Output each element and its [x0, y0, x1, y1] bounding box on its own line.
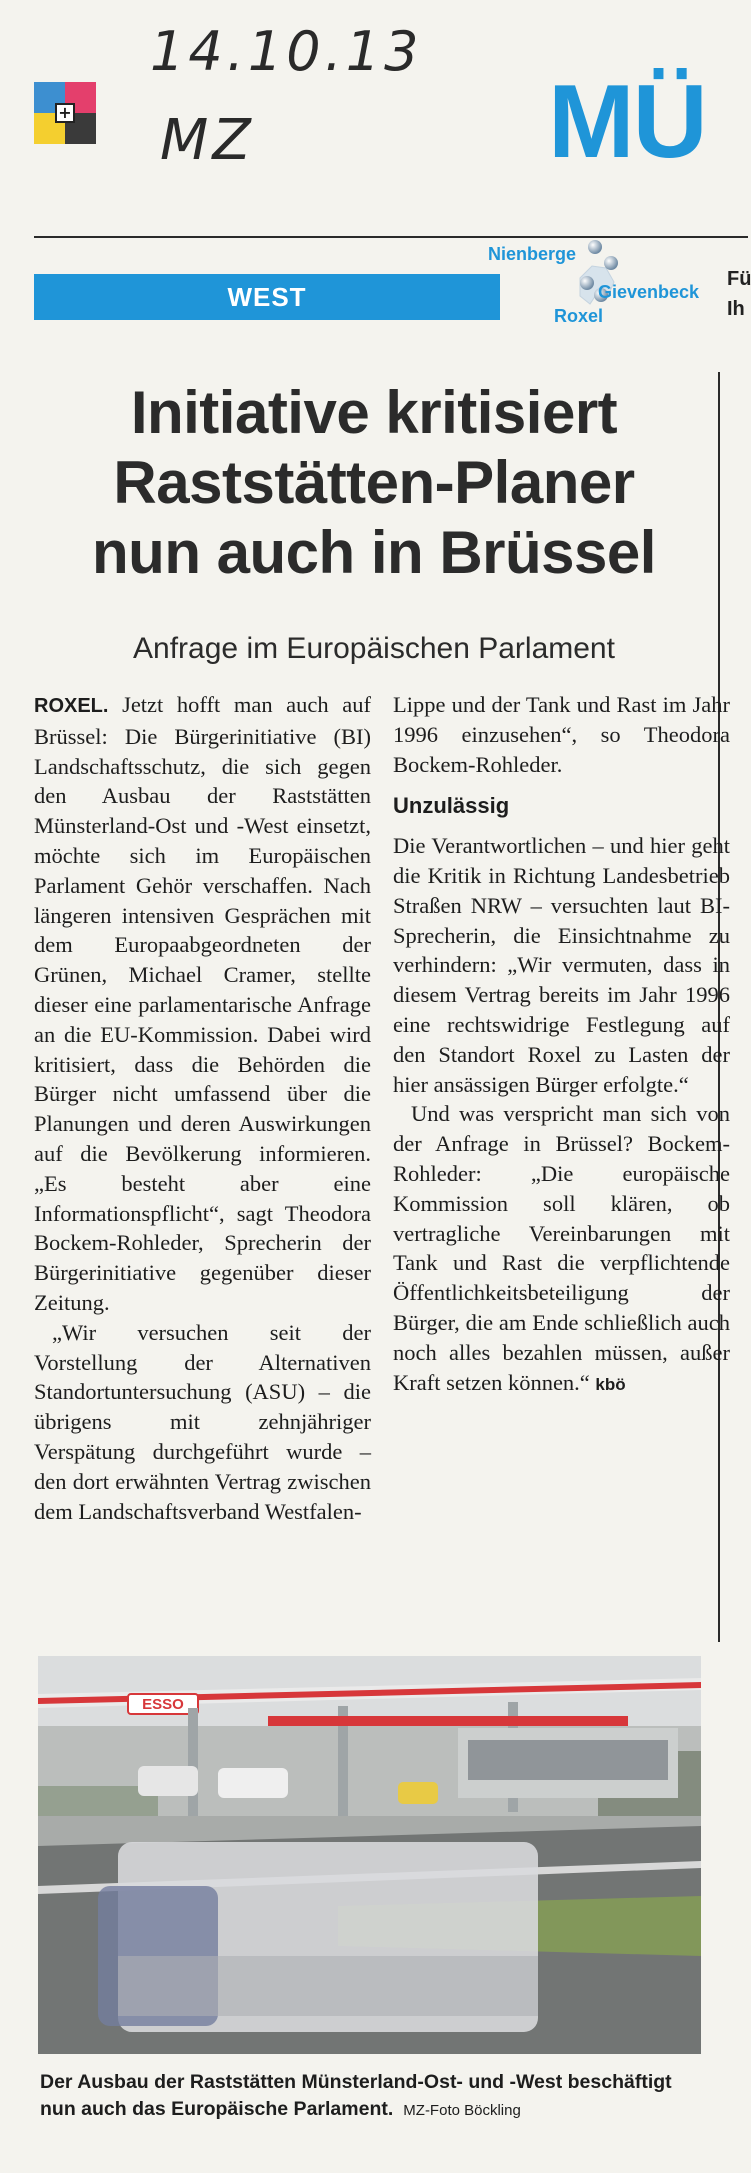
gas-station-illustration	[38, 1656, 701, 2054]
article-column-2	[393, 690, 730, 1399]
newspaper-logo-icon: +	[34, 82, 96, 144]
paragraph-4: Die Verantwortlichen – und hier geht die Kritik in Richtung Landesbetrieb Straßen NRW – versuchten laut BI-Sprecherin, die Einsichtnahme zu verhindern: „Wir vermuten, dass in diesem Vertrag bereits im Jahr 1996 eine rechtswidrige Festlegung auf den Standort Roxel zu Lasten der hier ansässigen Bürger erfolgte.“	[393, 833, 730, 1097]
masthead: MÜ	[548, 64, 706, 180]
paragraph-5: Und was verspricht man sich von der Anfrage in Brüssel? Bockem-Rohleder: „Die europäische Kommission soll klären, ob vertragliche Vereinbarungen mit Tank und Rast die verpflichtende Öffentlichkeitsbeteiligung der Bürger, die am Ende schließlich auch noch alles bezahlen müssen, außer Kraft setzen können.“	[393, 1101, 730, 1395]
photo-credit: MZ-Foto Böckling	[403, 2102, 521, 2119]
caption-text: Der Ausbau der Raststätten Münsterland-Ost- und -West beschäftigt nun auch das Europäische Parlament.	[40, 2071, 672, 2120]
map-dot-gievenbeck	[580, 276, 594, 290]
handwritten-source: MZ	[160, 108, 255, 173]
edge-fragment-2: Ih	[727, 298, 745, 320]
paragraph-2: „Wir versuchen seit der Vorstellung der Alternativen Standortuntersuchung (ASU) – die übrigens mit zehnjähriger Verspätung durchgeführt wurde – den dort erwähnten Vertrag zwischen dem Landschaftsverband Westfalen-	[34, 1319, 371, 1524]
map-label-nienberge: Nienberge	[488, 244, 577, 264]
article-column-1	[34, 690, 371, 1526]
esso-sign: ESSO	[142, 1696, 184, 1713]
map-label-gievenbeck: Gievenbeck	[598, 282, 700, 302]
handwritten-date: 14.10.13	[150, 20, 423, 83]
locator-map	[488, 226, 713, 338]
map-dot-nienberge	[588, 240, 602, 254]
headline-line-3: nun auch in Brüssel	[92, 519, 656, 586]
photo-caption	[40, 2069, 710, 2124]
section-label: WEST	[34, 274, 500, 320]
author-signature: kbö	[595, 1374, 626, 1394]
paragraph-1: Jetzt hofft man auch auf Brüssel: Die Bürgerinitiative (BI) Landschaftsschutz, die sich gegen den Ausbau der Raststätten Münsterland-Ost und -West einsetzt, möchte sich im Europäischen Parlament Gehör verschaffen. Nach längeren intensiven Gesprächen mit dem Europaabgeordneten der Grünen, Michael Cramer, stellte dieser eine parlamentarische Anfrage an die EU-Kommission. Dabei wird kritisiert, dass die Behörden die Bürger nicht umfassend über die Planungen und deren Auswirkungen auf die Bevölkerung informieren. „Es besteht aber eine Informationspflicht“, sagt Theodora Bockem-Rohleder, Sprecherin der Bürgerinitiative gegenüber dieser Zeitung.	[34, 692, 371, 1315]
article-photo	[38, 1656, 701, 2054]
article-subheadline: Anfrage im Europäischen Parlament	[133, 632, 615, 665]
edge-fragment-1: Fü	[727, 268, 751, 290]
paragraph-3: Lippe und der Tank und Rast im Jahr 1996 einzusehen“, so Theodora Bockem-Rohleder.	[393, 692, 730, 777]
map-dot-nienberge-2	[604, 256, 618, 270]
crosshead: Unzulässig	[393, 793, 510, 819]
headline-line-2: Raststätten-Planer	[113, 449, 635, 516]
article-headline	[34, 378, 714, 588]
dateline: ROXEL.	[34, 695, 109, 717]
headline-line-1: Initiative kritisiert	[130, 379, 618, 446]
map-label-roxel: Roxel	[554, 306, 604, 326]
